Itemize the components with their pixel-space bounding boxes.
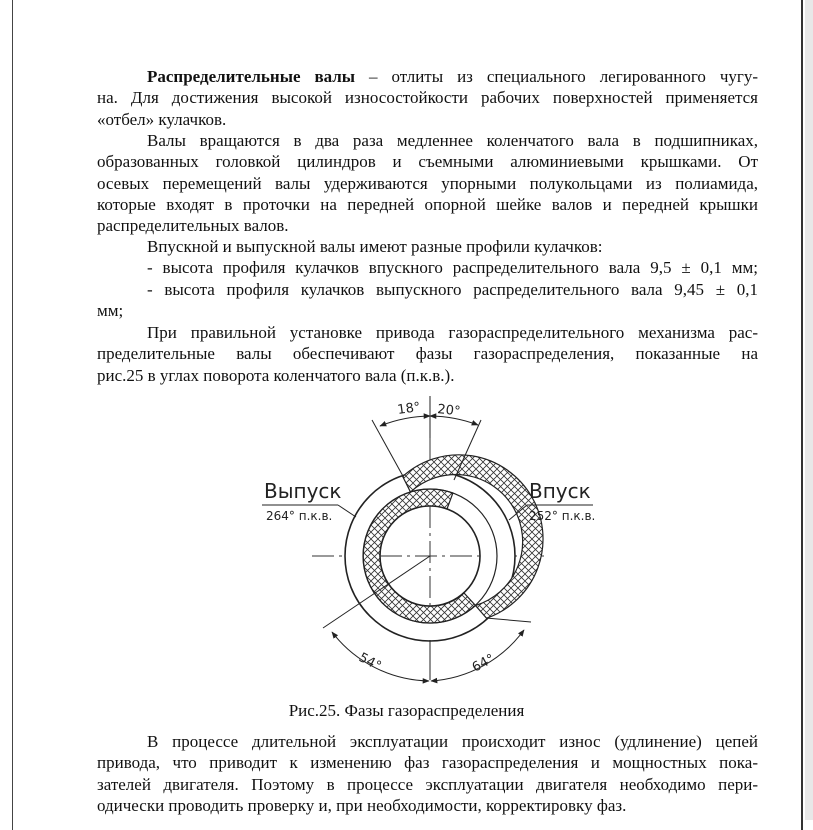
text-line: которые входят в проточки на передней опорной шейке валов и передней крышки (97, 194, 758, 214)
text-line: - высота профиля кулачков выпускного распределительного вала 9,45 ± 0,1 (147, 279, 758, 299)
text-line: «отбел» кулачков. (97, 109, 227, 129)
paragraph-profiles (97, 236, 758, 321)
paragraph-rotation (97, 130, 758, 236)
text-line: Впускной и выпускной валы имеют разные профили кулачков: (147, 237, 603, 256)
text-line: - высота профиля кулачков впускного распределительного вала 9,5 ± 0,1 мм; (147, 258, 758, 278)
text-line (97, 66, 758, 87)
paragraph-wear (97, 731, 758, 816)
text-line: осевых перемещений валы удерживаются упорными полукольцами из полиамида, (97, 173, 758, 193)
exhaust-label: Выпуск (264, 479, 342, 503)
text-fragment: – отлиты из специального легированного чугу- (355, 67, 759, 86)
valve-timing-diagram (0, 390, 813, 695)
text-line: образованных головкой цилиндров и съемными алюминиевыми крышками. От (97, 152, 758, 172)
text-line: на. Для достижения высокой износостойкости рабочих поверхностей применяется (97, 88, 758, 108)
angle-label-18: 18° (396, 399, 422, 418)
top-left-angle-arc (380, 416, 430, 426)
intake-label: Впуск (529, 479, 591, 503)
text-line: зателей двигателя. Поэтому в процессе эксплуатации двигателя необходимо пери- (97, 774, 758, 794)
bottom-right-extension-line (486, 618, 531, 622)
text-line: распределительных валов. (97, 216, 289, 236)
term-camshafts: Распределительные валы (147, 67, 356, 86)
text-line: привода, что приводит к изменению фаз газораспределения и мощностных пока- (97, 753, 758, 773)
angle-label-20: 20° (436, 402, 462, 420)
text-line: пределительные валы обеспечивают фазы газораспределения, показанные на (97, 344, 758, 364)
angle-label-54: 54° (356, 650, 384, 675)
paragraph-camshafts (97, 66, 758, 130)
intake-duration: 252° п.к.в. (529, 509, 596, 523)
angle-label-64: 64° (469, 651, 498, 676)
top-left-extension-line (372, 420, 404, 478)
text-line: Валы вращаются в два раза медленнее коленчатого вала в подшипниках, (147, 131, 758, 150)
figure-caption: Рис.25. Фазы газораспределения (288, 701, 525, 720)
text-line: мм; (97, 300, 124, 320)
text-line: рис.25 в углах поворота коленчатого вала (п.к.в.). (97, 365, 455, 385)
exhaust-duration: 264° п.к.в. (266, 509, 333, 523)
exhaust-leader-tail (338, 505, 356, 517)
text-line: одически проводить проверку и, при необходимости, корректировку фаз. (97, 795, 627, 815)
paragraph-installation (97, 322, 758, 386)
text-line: В процессе длительной эксплуатации происходит износ (удлинение) цепей (147, 732, 758, 751)
text-line: При правильной установке привода газораспределительного механизма рас- (147, 323, 758, 342)
